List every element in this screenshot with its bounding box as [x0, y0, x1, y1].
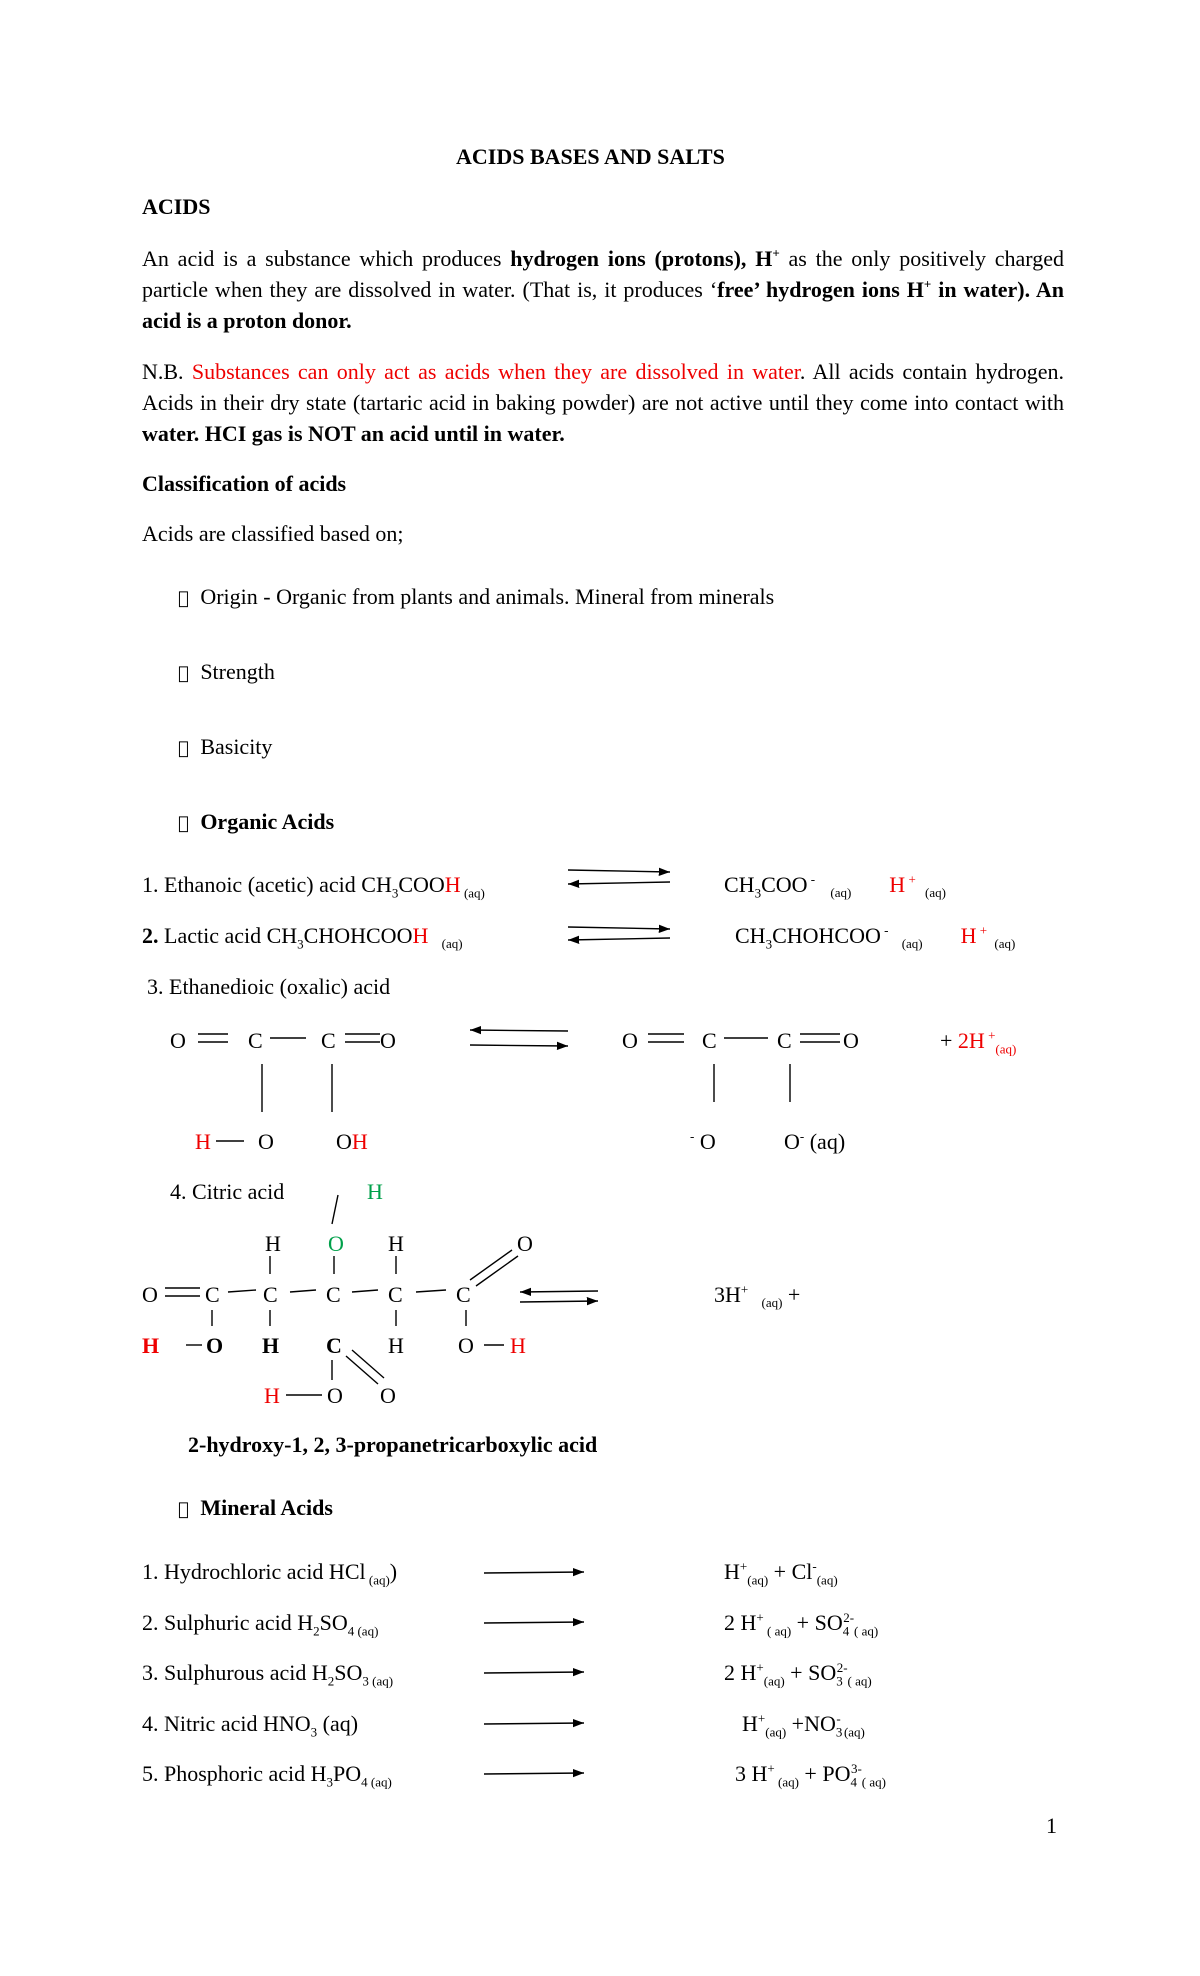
oxalic-right-o-minus-1: - O [690, 1128, 716, 1154]
citric-o-right: O [458, 1333, 474, 1358]
hcl-arrow [484, 1572, 584, 1573]
h3po4-arrow [484, 1773, 584, 1774]
citric-c4: C [388, 1282, 403, 1307]
mineral-acids-heading: Mineral Acids [178, 1497, 333, 1519]
mineral-row-h2so3: 3. Sulphurous acid $H_2SO_3$ $_{(aq)}$ [142, 1660, 394, 1689]
mineral-product-hcl: $H^+_{(aq)} + Cl^-_{(aq)}$ [724, 1558, 838, 1588]
citric-h2: H [388, 1231, 404, 1256]
organic-acids-heading: Organic Acids [178, 811, 334, 833]
oxalic-left-oh: OH [336, 1129, 368, 1154]
list-item-strength: Strength [178, 661, 275, 683]
citric-o-bot2: O [380, 1383, 396, 1408]
mineral-row-h2so4: 2. Sulphuric acid $H_2SO_4$ $_{(aq)}$ [142, 1610, 379, 1639]
oxalic-right-o-minus-2: O- (aq) [784, 1128, 846, 1154]
mineral-row-h3po4: 5. Phosphoric acid $H_3PO_4$ $_{(aq)}$ [142, 1761, 392, 1790]
eq3-forward-arrow [470, 1045, 568, 1046]
note-paragraph: N.B. Substances can only act as acids when they are dissolved in water. All acids contain hydrogen. Acids in their dry state (tartaric acid in baking powder) are not active until they come into contact with water. HCI gas is NOT an acid until in water. [142, 359, 1065, 446]
eq-ethanoic-reactant: 1. Ethanoic (acetic) acid $CH_3COOH$ $_{(aq)}$ [142, 872, 485, 901]
page-title: ACIDS BASES AND SALTS [456, 144, 725, 169]
citric-h-red: H [142, 1333, 160, 1358]
section-heading-acids: ACIDS [142, 194, 211, 219]
list-item-origin: Origin - Organic from plants and animals. Mineral from minerals [178, 586, 774, 608]
citric-o-hydroxy: O [328, 1231, 344, 1256]
citric-h3: H [388, 1333, 404, 1358]
h2so4-arrow [484, 1622, 584, 1623]
eq-lactic-reactant: 2. Lactic acid $CH_3CHOHCOOH$ $_{(aq)}$ [142, 923, 463, 952]
list-item-basicity: Basicity [178, 736, 272, 758]
citric-h-bot: H [264, 1383, 280, 1408]
citric-forward-arrow [520, 1301, 598, 1302]
citric-o-top: O [517, 1231, 533, 1256]
mineral-product-h2so3: 2 $H^+_{(aq)} + SO_3^{2-}_{( aq)}$ [724, 1659, 872, 1689]
h2so3-arrow [484, 1672, 584, 1673]
oxalic-right-o2: O [843, 1028, 859, 1053]
citric-c5: C [456, 1282, 471, 1307]
acid-definition: An acid is a substance which produces hydrogen ions (protons), H+ as the only positively charged particle when they are dissolved in water. (That is, it produces ‘free’ hydrogen ions H+ in water). An acid is a proton donor. [142, 245, 1064, 333]
page-number: 1 [1046, 1813, 1057, 1838]
eq2-reverse-arrow [568, 938, 670, 940]
citric-h1: H [265, 1231, 281, 1256]
eq-citric-label: 4. Citric acid [170, 1179, 285, 1204]
eq-oxalic-label: 3. Ethanedioic (oxalic) acid [147, 974, 391, 999]
mineral-row-hno3: 4. Nitric acid $HNO_3$ (aq) [142, 1711, 359, 1740]
citric-o-left: O [142, 1282, 158, 1307]
classification-intro: Acids are classified based on; [142, 521, 404, 546]
citric-reverse-arrow [520, 1291, 598, 1292]
citric-o-bottom: O [206, 1333, 224, 1358]
oxalic-left-o1: O [170, 1028, 186, 1053]
oxalic-right-c2: C [777, 1028, 792, 1053]
eq-ethanoic-product: $CH_3COO$ - $_{(aq)}$ H + $_{(aq)}$ [724, 871, 946, 901]
oxalic-left-h: H [195, 1129, 211, 1154]
citric-o-bot1: O [327, 1383, 343, 1408]
oxalic-right-o1: O [622, 1028, 638, 1053]
mineral-product-h3po4: 3 H+ $_{(aq)} + PO_4^{3-}_{( aq)}$ [735, 1760, 886, 1790]
citric-top-h: H [367, 1179, 383, 1204]
citric-c2: C [263, 1282, 278, 1307]
citric-product: 3H+ $_{(aq)}$ + [714, 1281, 801, 1311]
oxalic-left-o2: O [380, 1028, 396, 1053]
oxalic-left-c2: C [321, 1028, 336, 1053]
citric-c1: C [205, 1282, 220, 1307]
oxalic-left-c1: C [248, 1028, 263, 1053]
classification-heading: Classification of acids [142, 471, 347, 496]
citric-h-bottom: H [262, 1333, 280, 1358]
citric-c-bottom: C [326, 1333, 342, 1358]
citric-iupac-name: 2-hydroxy-1, 2, 3-propanetricarboxylic acid [188, 1432, 598, 1457]
eq1-reverse-arrow [568, 882, 670, 884]
eq1-forward-arrow [568, 870, 670, 872]
hno3-arrow [484, 1723, 584, 1724]
oxalic-left-o3: O [258, 1129, 274, 1154]
oxalic-h-product: + 2H +$_{(aq)}$ [940, 1027, 1017, 1057]
eq3-reverse-arrow [470, 1030, 568, 1031]
oxalic-right-c1: C [702, 1028, 717, 1053]
eq2-forward-arrow [568, 927, 670, 929]
mineral-product-hno3: $H^+_{(aq)} +NO_3^-$ $_{(aq)}$ [742, 1710, 865, 1740]
eq-lactic-product: $CH_3CHOHCOO$ - $_{(aq)}$ H + $_{(aq)}$ [735, 922, 1016, 952]
citric-h-right: H [510, 1333, 526, 1358]
mineral-row-hcl: 1. Hydrochloric acid HCl $_{(aq)}$) [142, 1559, 398, 1588]
citric-c3: C [326, 1282, 341, 1307]
mineral-product-h2so4: 2 H+ $_{( aq)} + SO_4^{2-}_{( aq)}$ [724, 1609, 879, 1639]
